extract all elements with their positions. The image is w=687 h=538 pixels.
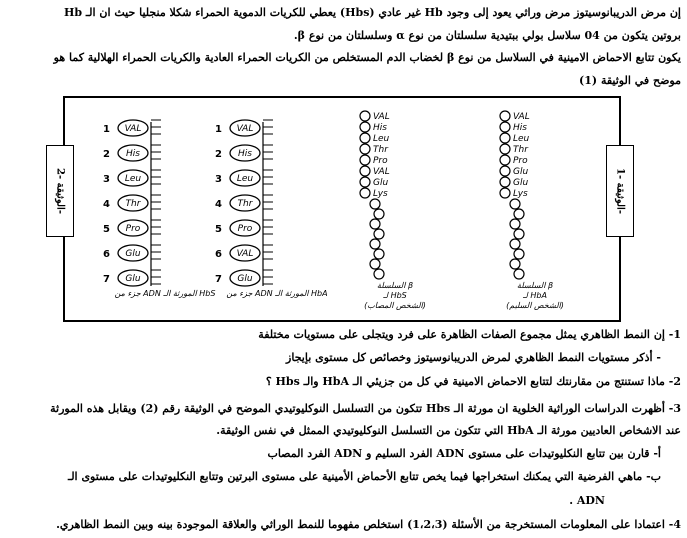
chain-hba-bead <box>500 166 510 176</box>
chain-caption: السلسلة β <box>376 281 414 290</box>
row-number: 2 <box>215 149 222 160</box>
chain-hba-amino-acid: Glu <box>513 178 529 188</box>
question-2: 2- ماذا تستنتج من مقارنتك لتتابع الاحماض الامينية في كل من جزيئي الـ HbA والـ Hbs ؟ <box>265 375 681 388</box>
gene-hba-amino-acid: Thr <box>237 199 253 209</box>
chain-hba-bead <box>500 177 510 187</box>
figure-drawing <box>65 98 619 320</box>
gene-hba-amino-acid: VAL <box>236 249 254 259</box>
gene-caption: جزء من ADN المورثة الـ HbA <box>226 289 328 298</box>
gene-hbs-amino-acid: Pro <box>125 224 141 234</box>
row-number: 3 <box>103 174 110 185</box>
chain-hbs-chain-bead <box>370 239 380 249</box>
gene-hba-amino-acid: Glu <box>237 274 253 284</box>
chain-hbs-chain-bead <box>374 209 384 219</box>
chain-hbs-amino-acid: Thr <box>373 145 388 155</box>
chain-caption: (الشخص المصاب) <box>364 301 426 310</box>
chain-hbs-bead <box>360 133 370 143</box>
doc-1-label <box>606 145 634 237</box>
chain-hbs-chain-bead <box>370 219 380 229</box>
row-number: 2 <box>103 149 110 160</box>
gene-caption: جزء من ADN المورثة الـ HbS <box>114 289 216 298</box>
figure-box <box>63 96 621 322</box>
row-number: 6 <box>103 249 110 260</box>
chain-hba-chain-bead <box>514 229 524 239</box>
chain-hba-amino-acid: Thr <box>513 145 528 155</box>
chain-hba-chain-bead <box>514 269 524 279</box>
chain-caption: لـ HbS <box>383 291 407 300</box>
gene-hbs-amino-acid: Thr <box>125 199 141 209</box>
question-3a: أ- قارن بين تتابع النكليوتيدات على مستوى ADN الفرد السليم و ADN الفرد المصاب <box>267 447 661 460</box>
chain-hba-chain-bead <box>514 209 524 219</box>
chain-hba-bead <box>500 133 510 143</box>
chain-hba-chain-bead <box>510 219 520 229</box>
chain-hba-amino-acid: Lys <box>513 189 528 199</box>
row-number: 5 <box>103 224 110 235</box>
chain-caption: لـ HbA <box>523 291 547 300</box>
doc-2-label-text: الوثيقة -2- <box>54 168 66 214</box>
chain-hbs-bead <box>360 155 370 165</box>
chain-hba-chain-bead <box>510 259 520 269</box>
chain-hbs-bead <box>360 166 370 176</box>
question-1-sub: - أذكر مستويات النمط الظاهري لمرض الدريبانوسيتوز وخصائص كل مستوى بإيجاز <box>286 351 661 364</box>
question-4: 4- اعتمادا على المعلومات المستخرجة من الأسئلة (1،2،3) استخلص مفهوما للنمط الوراثي والعلاقة الموجودة بينه وبين النمط الظاهري. <box>56 518 681 531</box>
chain-hbs-chain-bead <box>370 199 380 209</box>
chain-hba-amino-acid: His <box>513 123 527 133</box>
row-number: 3 <box>215 174 222 185</box>
chain-hbs-amino-acid: Leu <box>373 134 390 144</box>
chain-hbs-amino-acid: Pro <box>373 156 388 166</box>
chain-hbs-chain-bead <box>370 259 380 269</box>
chain-caption: السلسلة β <box>516 281 554 290</box>
gene-hba-amino-acid: Leu <box>236 174 254 184</box>
gene-hbs-amino-acid: Glu <box>125 249 141 259</box>
chain-hba-bead <box>500 144 510 154</box>
question-3-line-2: عند الاشخاص العاديين مورثة الـ HbA التي تتكون من التسلسل النوكليوتيدي الممثل في نفس الوثيقة. <box>216 424 681 437</box>
row-number: 7 <box>103 274 110 285</box>
intro-line-2: بروتين يتكون من 04 سلاسل بولي ببتيدية سلسلتان من نوع α وسلسلتان من نوع β. <box>293 29 681 42</box>
intro-line-3: يكون تتابع الاحماض الامينية في السلاسل من نوع β لخضاب الدم المستخلص من الكريات الحمراء العادية والكريات الحمراء الهلالية كما هو <box>53 51 681 64</box>
row-number: 5 <box>215 224 222 235</box>
gene-hba-amino-acid: VAL <box>236 124 254 134</box>
chain-hba-chain-bead <box>514 249 524 259</box>
chain-hba-chain-bead <box>510 239 520 249</box>
row-number: 1 <box>103 124 110 135</box>
chain-hba-bead <box>500 188 510 198</box>
chain-hbs-bead <box>360 144 370 154</box>
chain-hba-bead <box>500 155 510 165</box>
gene-hba-amino-acid: His <box>238 149 252 159</box>
row-number: 4 <box>215 199 222 210</box>
intro-line-4: موضح في الوثيقة (1) <box>579 74 681 87</box>
chain-hbs-bead <box>360 188 370 198</box>
chain-hba-amino-acid: Glu <box>513 167 529 177</box>
gene-hbs-amino-acid: VAL <box>124 124 142 134</box>
row-number: 1 <box>215 124 222 135</box>
chain-hba-chain-bead <box>510 199 520 209</box>
intro-line-1: إن مرض الدريبانوسيتوز مرض وراثي يعود إلى وجود Hb غير عادي (Hbs) يعطي للكريات الدموية الحمراء شكلا منجليا حيث ان الـ Hb <box>64 6 681 19</box>
chain-hbs-amino-acid: VAL <box>373 112 390 122</box>
row-number: 7 <box>215 274 222 285</box>
chain-hbs-chain-bead <box>374 229 384 239</box>
question-1: 1- إن النمط الظاهري يمثل مجموع الصفات الظاهرة على فرد ويتجلى على مستويات مختلفة <box>258 328 681 341</box>
chain-hba-amino-acid: Leu <box>513 134 530 144</box>
chain-hbs-amino-acid: Lys <box>373 189 388 199</box>
row-number: 6 <box>215 249 222 260</box>
gene-hbs-amino-acid: Glu <box>125 274 141 284</box>
question-3-line-1: 3- أظهرت الدراسات الوراثية الخلوية ان مورثة الـ Hbs تتكون من التسلسل النوكليوتيدي الموضح في الوثيقة رقم (2) ويقابل هذه المورثة <box>50 402 681 415</box>
question-3b: ب- ماهي الفرضية التي يمكنك استخراجها فيما يخص تتابع الأحماض الأمينية على مستوى البرتين وتتابع النكليوتيدات على مستوى الـ <box>67 470 661 483</box>
chain-hba-bead <box>500 111 510 121</box>
chain-hbs-bead <box>360 111 370 121</box>
chain-hba-bead <box>500 122 510 132</box>
chain-caption: (الشخص السليم) <box>506 301 564 310</box>
doc-1-label-text: الوثيقة -1- <box>614 168 626 214</box>
chain-hbs-bead <box>360 177 370 187</box>
row-number: 4 <box>103 199 110 210</box>
question-3b-end: ADN . <box>569 494 605 507</box>
gene-hbs-amino-acid: His <box>126 149 140 159</box>
gene-hbs-amino-acid: Leu <box>124 174 142 184</box>
chain-hba-amino-acid: Pro <box>513 156 528 166</box>
chain-hbs-chain-bead <box>374 269 384 279</box>
chain-hbs-chain-bead <box>374 249 384 259</box>
chain-hbs-amino-acid: VAL <box>373 167 390 177</box>
chain-hba-amino-acid: VAL <box>513 112 530 122</box>
chain-hbs-bead <box>360 122 370 132</box>
chain-hbs-amino-acid: Glu <box>373 178 389 188</box>
chain-hbs-amino-acid: His <box>373 123 387 133</box>
doc-2-label <box>46 145 74 237</box>
gene-hba-amino-acid: Pro <box>237 224 253 234</box>
